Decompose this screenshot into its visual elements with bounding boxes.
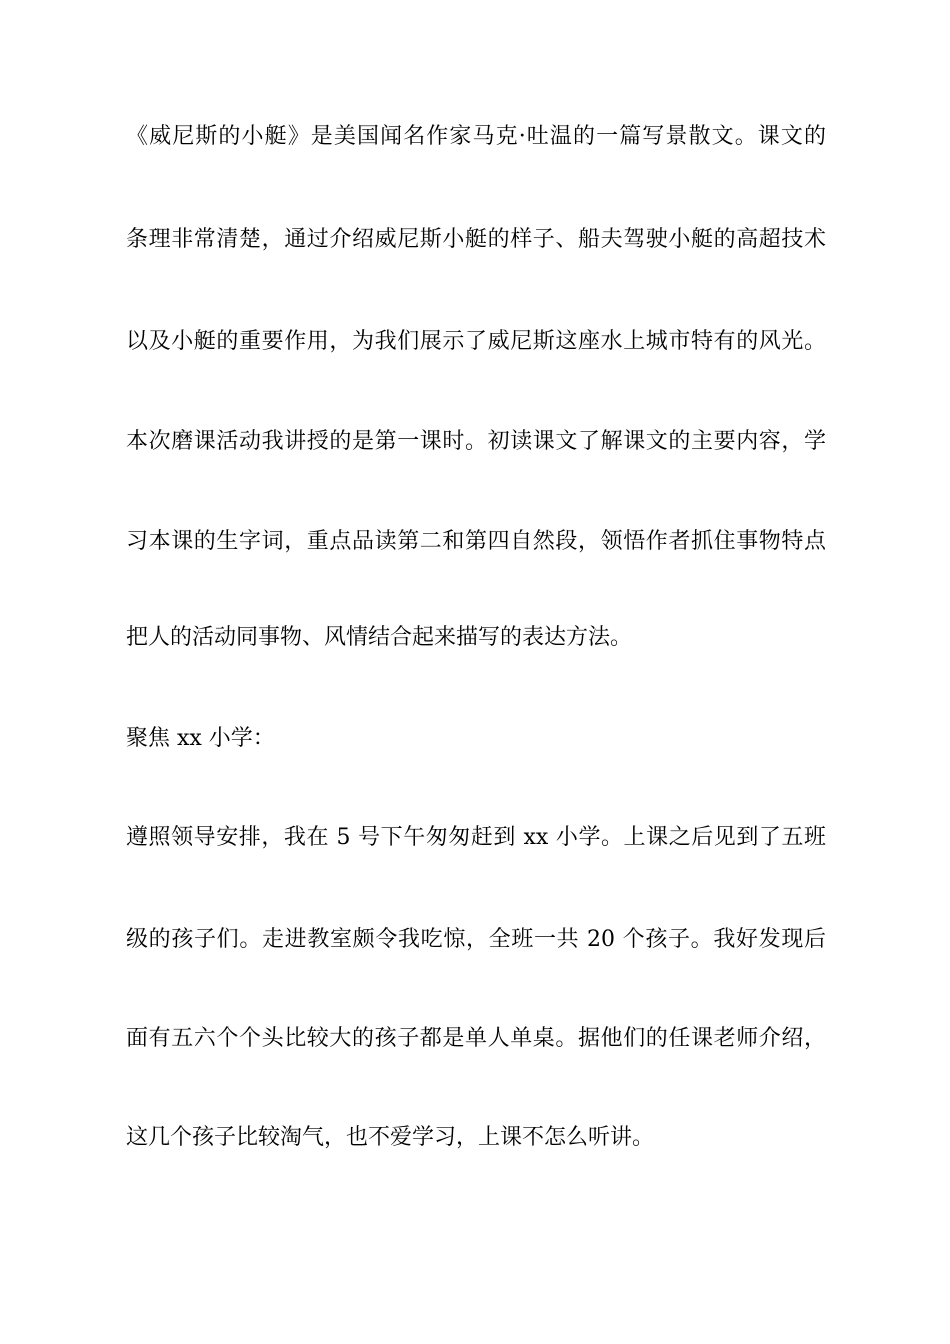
text-line: 把人的活动同事物、风情结合起来描写的表达方法。	[126, 625, 633, 650]
text-line: 遵照领导安排，我在 5 号下午匆匆赶到 xx 小学。上课之后见到了五班	[126, 825, 826, 850]
text-line: 习本课的生字词，重点品读第二和第四自然段，领悟作者抓住事物特点	[126, 529, 826, 554]
section-heading: 聚焦 xx 小学：	[126, 726, 275, 751]
text-line: 以及小艇的重要作用，为我们展示了威尼斯这座水上城市特有的风光。	[126, 329, 826, 354]
text-line: 本次磨课活动我讲授的是第一课时。初读课文了解课文的主要内容，学	[126, 429, 826, 454]
text-line: 《威尼斯的小艇》是美国闻名作家马克·吐温的一篇写景散文。课文的	[126, 124, 826, 149]
text-line: 条理非常清楚，通过介绍威尼斯小艇的样子、船夫驾驶小艇的高超技术	[126, 227, 826, 252]
text-line: 面有五六个个头比较大的孩子都是单人单桌。据他们的任课老师介绍，	[126, 1026, 826, 1051]
text-line: 这几个孩子比较淘气，也不爱学习，上课不怎么听讲。	[126, 1125, 655, 1150]
text-line: 级的孩子们。走进教室颇令我吃惊，全班一共 20 个孩子。我好发现后	[126, 927, 826, 952]
